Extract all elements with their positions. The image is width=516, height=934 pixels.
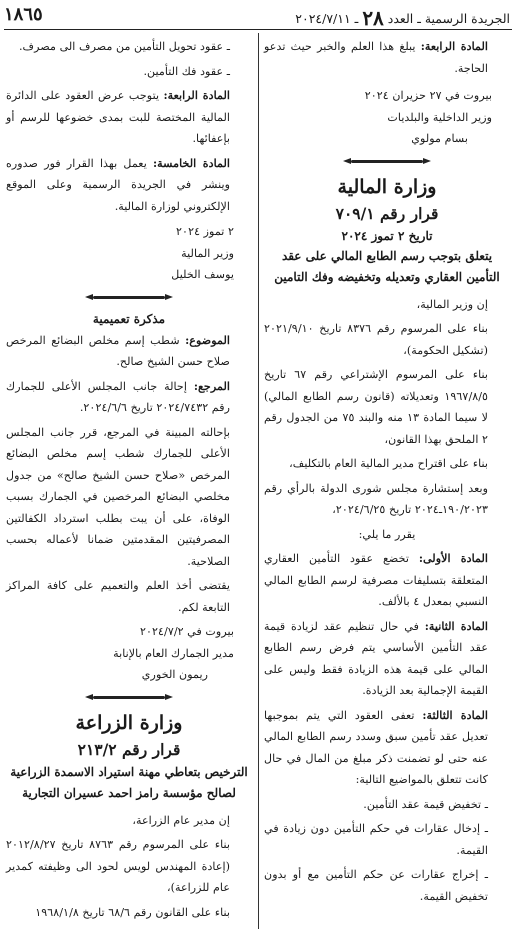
memo-field-text: شطب إسم مخلص البضائع المرخص صلاح حسن الشيخ صالح. bbox=[6, 333, 230, 368]
signature-title: وزير الداخلية والبلديات bbox=[387, 110, 492, 124]
memo-field-label: المرجع: bbox=[193, 378, 230, 393]
section-divider bbox=[6, 690, 252, 704]
exemption-item: ـ عقود تحويل التأمين من مصرف الى مصرف. bbox=[19, 40, 230, 53]
preamble-line: إن وزير المالية، bbox=[416, 297, 488, 311]
exemption-item: ـ عقود فك التأمين. bbox=[143, 64, 230, 78]
memo-body: بإحالته المبينة في المرجع، قرر جانب المجلس الأعلى للجمارك شطب إسم مخلص البضائع المرخص «صلاح حسن الشيخ صالح» من جدول مخلصي البضائع المرخصين في الجمارك بسبب الوفاة، على أن يبت بطلب استرداد الكفالتين المصرفيتين المقدمتين ضمانا لأعماله بحسب الصلاحية. bbox=[6, 425, 230, 568]
exemption-item: ـ تخفيض قيمة عقد التأمين. bbox=[363, 797, 488, 811]
article-text: تخضع عقود التأمين العقاري المتعلقة بتسليفات مصرفية لرسم الطابع المالي النسبي بمعدل ٤ بالألف. bbox=[264, 552, 488, 608]
article-label: المادة الخامسة: bbox=[152, 155, 230, 170]
signature-title: مدير الجمارك العام بالإنابة bbox=[113, 646, 234, 660]
decree-subject: يتعلق بتوجب رسم الطابع المالي على عقد التأمين العقاري وتعديله وتخفيضه وفك التامين bbox=[274, 248, 500, 284]
signature-place-date: بيروت في ٢٠٢٤/٧/٢ bbox=[140, 625, 234, 638]
preamble-line: بناء على المرسوم رقم ٨٣٧٦ تاريخ ٢٠٢١/٩/١٠ (تشكيل الحكومة)، bbox=[264, 322, 489, 357]
signature-block bbox=[264, 85, 510, 150]
page-number: ١٨٦٥ bbox=[4, 4, 43, 25]
article-paragraph bbox=[6, 153, 252, 218]
decree-number: قرار رقم ٧٠٩/١ bbox=[335, 203, 439, 223]
decree-subject: الترخيص بتعاطي مهنة استيراد الاسمدة الزراعية لصالح مؤسسة رامز احمد عسيران التجارية bbox=[10, 764, 248, 800]
decides-line: يقرر ما يلي: bbox=[358, 527, 416, 541]
header-rule bbox=[4, 29, 512, 30]
article-text: يبلغ هذا العلم والخبر حيث تدعو الحاجة. bbox=[264, 40, 488, 75]
ministry-heading: وزارة المالية bbox=[337, 175, 437, 198]
gazette-issue-line bbox=[295, 6, 510, 30]
exemption-item: ـ إدخال عقارات في حكم التأمين دون زيادة في القيمة. bbox=[264, 822, 488, 857]
memo-field-text: إحالة جانب المجلس الأعلى للجمارك رقم ٢٠٢٤/٧٤٣٢ تاريخ ٢٠٢٤/٦/٦. bbox=[6, 379, 230, 414]
signature-block bbox=[6, 221, 252, 286]
article-paragraph bbox=[6, 85, 252, 150]
issue-number: ٢٨ bbox=[362, 6, 384, 30]
signature-date: ٢ تموز ٢٠٢٤ bbox=[176, 225, 234, 238]
section-divider bbox=[6, 290, 252, 304]
memo-field bbox=[6, 330, 252, 373]
gazette-name: الجريدة الرسمية ـ العدد bbox=[387, 11, 510, 26]
preamble-line: بناء على المرسوم رقم ٨٧٦٣ تاريخ ٢٠١٢/٨/٢٧ (إعادة المهندس لويس لحود الى وظيفته كمدير عام للزراعة)، bbox=[6, 838, 231, 894]
section-divider bbox=[264, 154, 510, 168]
article-text: تعفى العقود التي يتم بموجبها تعديل عقد تأمين سبق وسدد رسم الطابع المالي عنه حتى لو تضمنت ذكر مبلغ من المال في حال كانت تتعلق بالمواضيع التالية: bbox=[264, 708, 488, 786]
article-paragraph bbox=[264, 705, 510, 791]
column-divider bbox=[258, 33, 259, 929]
article-text: يعمل بهذا القرار فور صدوره وينشر في الجريدة الرسمية وعلى الموقع الإلكتروني لوزارة المالية. bbox=[6, 156, 230, 213]
page-header bbox=[0, 0, 516, 30]
preamble-line: بناء على اقتراح مدير المالية العام بالتكليف، bbox=[289, 457, 488, 470]
memo-title: مذكرة تعميمية bbox=[92, 311, 166, 326]
decree-number: قرار رقم ٢١٣/٢ bbox=[77, 739, 181, 759]
right-column bbox=[264, 36, 510, 910]
article-label: المادة الثالثة: bbox=[422, 707, 488, 722]
article-label: المادة الأولى: bbox=[418, 551, 489, 565]
signature-name: يوسف الخليل bbox=[171, 268, 234, 281]
article-text: يتوجب عرض العقود على الدائرة المالية المختصة للبت بمدى خضوعها للرسم أو بإعفائها. bbox=[6, 89, 230, 145]
memo-body: يقتضى أخذ العلم والتعميم على كافة المراكز التابعة لكم. bbox=[6, 579, 230, 614]
exemption-item: ـ إخراج عقارات عن حكم التأمين مع أو بدون تخفيض القيمة. bbox=[264, 868, 488, 903]
signature-place-date: بيروت في ٢٧ حزيران ٢٠٢٤ bbox=[364, 89, 492, 102]
memo-field bbox=[6, 376, 252, 419]
article-label: المادة الرابعة: bbox=[163, 88, 230, 102]
preamble-line: وبعد إستشارة مجلس شورى الدولة بالرأي رقم ١٩٠/٢٠٢٣ـ٢٠٢٤ تاريخ ٢٠٢٤/٦/٢٥، bbox=[264, 481, 488, 516]
signature-name: بسام مولوي bbox=[411, 132, 468, 145]
article-paragraph bbox=[264, 616, 510, 702]
decree-date: تاريخ ٢ تموز ٢٠٢٤ bbox=[341, 228, 433, 243]
signature-block bbox=[6, 621, 252, 686]
preamble-line: إن مدير عام الزراعة، bbox=[132, 813, 230, 827]
signature-name: ريمون الخوري bbox=[141, 668, 208, 681]
article-label: المادة الثانية: bbox=[424, 618, 488, 633]
preamble-line: بناء على المرسوم الإشتراعي رقم ٦٧ تاريخ ١٩٦٧/٨/٥ وتعديلاته (قانون رسم الطابع المالي) لا سيما المادة ١٣ منه والبند ٧٥ من الجدول رقم ٢ الملحق بهذا القانون، bbox=[264, 368, 488, 446]
article-text: في حال تنظيم عقد لزيادة قيمة عقد التأمين الأساسي يتم فرض رسم الطابع المالي على قيمة هذه الزيادة فقط وليس على القيمة الإجمالية بعد الزيادة. bbox=[264, 619, 488, 697]
memo-field-label: الموضوع: bbox=[185, 332, 230, 347]
issue-date: ـ ٢٠٢٤/٧/١١ bbox=[295, 11, 359, 26]
article-paragraph bbox=[264, 548, 510, 613]
article-paragraph bbox=[264, 36, 510, 79]
ministry-heading: وزارة الزراعة bbox=[75, 711, 183, 734]
preamble-line: بناء على القانون رقم ٦٨/٦ تاريخ ١٩٦٨/١/٨ bbox=[35, 905, 230, 919]
article-label: المادة الرابعة: bbox=[420, 39, 488, 53]
left-column bbox=[6, 36, 252, 926]
signature-title: وزير المالية bbox=[181, 246, 234, 260]
